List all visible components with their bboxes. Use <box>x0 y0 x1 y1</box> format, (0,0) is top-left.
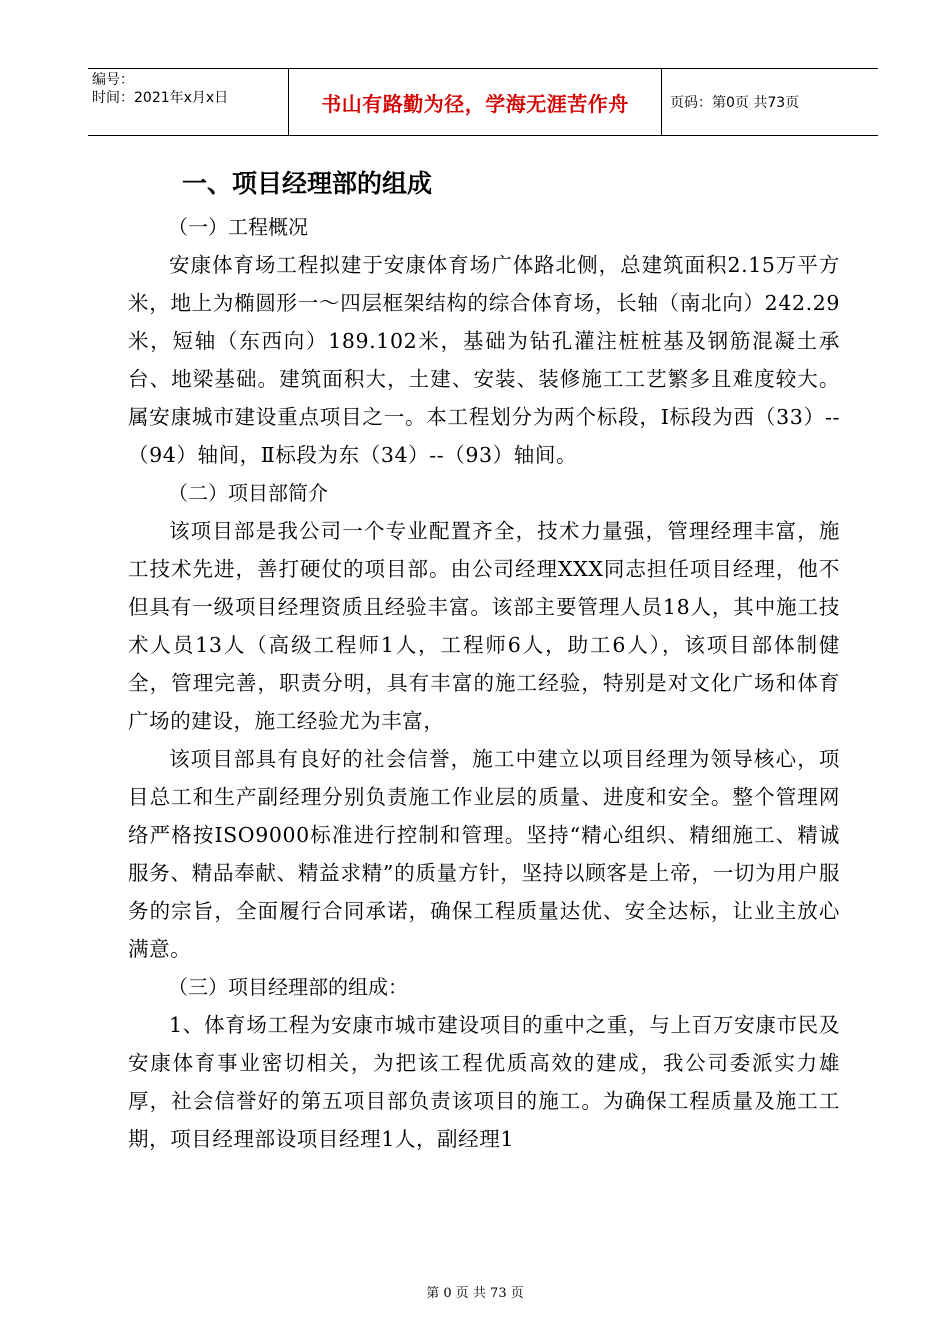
number-label: 编号： <box>92 72 134 88</box>
paragraph: 安康体育场工程拟建于安康体育场广体路北侧，总建筑面积2.15万平方米，地上为椭圆形一～四层框架结构的综合体育场，长轴（南北向）242.29米，短轴（东西向）189.102米，基础为钻孔灌注桩桩基及钢筋混凝土承台、地梁基础。建筑面积大，土建、安装、装修施工工艺繁多且难度较大。属安康城市建设重点项目之一。本工程划分为两个标段，Ⅰ标段为西（33）--（94）轴间，Ⅱ标段为东（34）--（93）轴间。 <box>128 253 840 467</box>
paragraph: 该项目部是我公司一个专业配置齐全，技术力量强，管理经理丰富，施工技术先进，善打硬仗的项目部。由公司经理XXX同志担任项目经理，他不但具有一级项目经理资质且经验丰富。该部主要管理人员18人，其中施工技术人员13人（高级工程师1人，工程师6人，助工6人），该项目部体制健全，管理完善，职责分明，具有丰富的施工经验，特别是对文化广场和体育广场的建设，施工经验尤为丰富， <box>128 519 840 733</box>
section-heading: （二）项目部简介 <box>168 481 328 505</box>
header-motto: 书山有路勤为径，学海无涯苦作舟 <box>288 69 662 135</box>
paragraph: 该项目部具有良好的社会信誉，施工中建立以项目经理为领导核心，项目总工和生产副经理分别负责施工作业层的质量、进度和安全。整个管理网络严格按ISO9000标准进行控制和管理。坚持“精心组织、精细施工、精诚服务、精品奉献、精益求精”的质量方针，坚持以顾客是上帝，一切为用户服务的宗旨，全面履行合同承诺，确保工程质量达优、安全达标，让业主放心满意。 <box>128 747 840 961</box>
page-footer: 第 0 页 共 73 页 <box>426 1286 524 1301</box>
section-heading: （一）工程概况 <box>168 215 308 239</box>
page-header <box>88 68 878 136</box>
header-page-info: 页码：第0页 共73页 <box>670 95 800 111</box>
header-meta <box>88 69 288 135</box>
section-heading: （三）项目经理部的组成： <box>168 975 408 999</box>
document-body <box>128 160 840 1158</box>
paragraph: 1、体育场工程为安康市城市建设项目的重中之重，与上百万安康市民及安康体育事业密切相关，为把该工程优质高效的建成，我公司委派实力雄厚，社会信誉好的第五项目部负责该项目的施工。为确保工程质量及施工工期，项目经理部设项目经理1人，副经理1 <box>128 1013 840 1151</box>
time-label: 时间：2021年x月x日 <box>92 90 229 106</box>
document-title: 一、项目经理部的组成 <box>182 169 433 198</box>
